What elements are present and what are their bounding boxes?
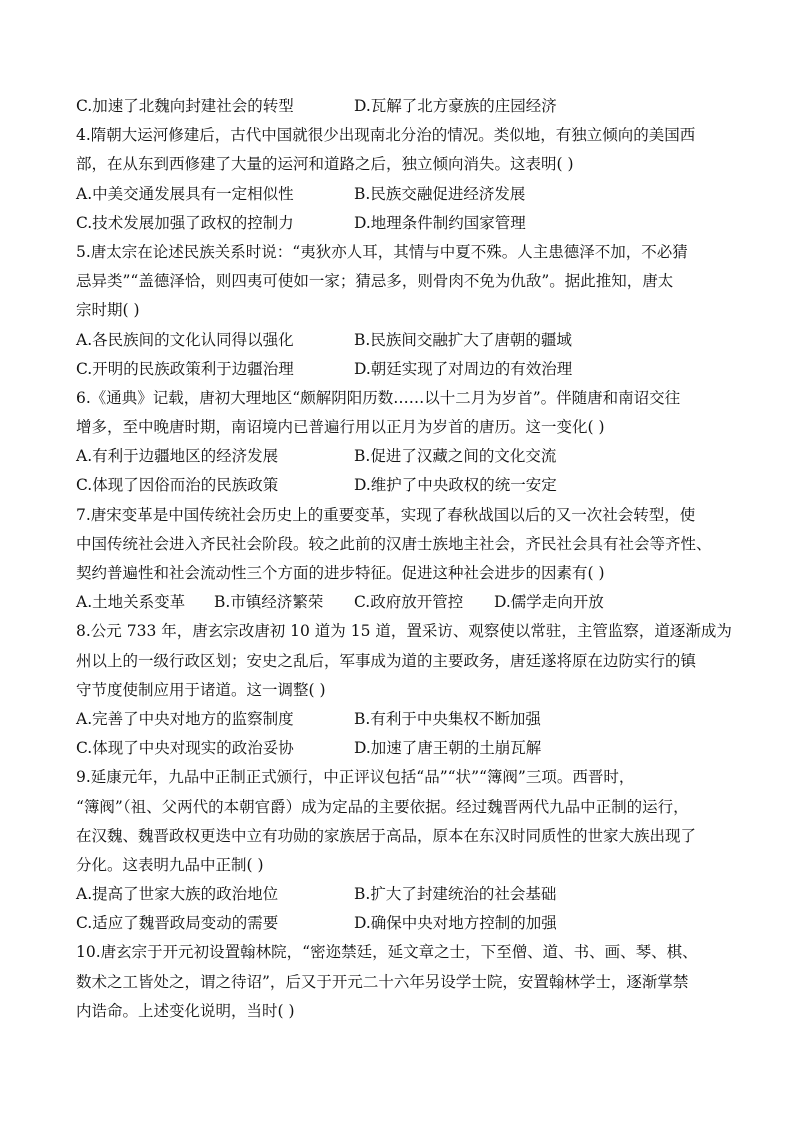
question-9-stem-line: “簿阀”（祖、父两代的本朝官爵）成为定品的主要依据。经过魏晋两代九品中正制的运行， xyxy=(76,797,689,816)
q8-option-a[interactable]: A.完善了中央对地方的监察制度 xyxy=(76,709,294,728)
q5-option-b[interactable]: B.民族间交融扩大了唐朝的疆域 xyxy=(354,330,572,349)
question-7-options-row xyxy=(76,588,736,617)
question-5-stem-line: 宗时期( ) xyxy=(76,301,140,320)
question-8-stem-line: 州以上的一级行政区划；安史之乱后，军事成为道的主要政务，唐廷遂将原在边防实行的镇 xyxy=(76,651,697,670)
question-8-stem-line: 8.公元 733 年，唐玄宗改唐初 10 道为 15 道，置采访、观察使以常驻，主管监察，道逐渐成为 xyxy=(76,622,732,641)
question-4-stem-line: 部，在从东到西修建了大量的运河和道路之后，独立倾向消失。这表明( ) xyxy=(76,155,574,174)
question-5-stem-line: 忌异类”“盖德泽恰，则四夷可使如一家；猜忌多，则骨肉不免为仇敌”。据此推知，唐太 xyxy=(76,272,674,291)
q6-option-b[interactable]: B.促进了汉藏之间的文化交流 xyxy=(354,447,557,466)
q3-option-d[interactable]: D.瓦解了北方豪族的庄园经济 xyxy=(354,97,557,115)
q3-option-c[interactable]: C.加速了北魏向封建社会的转型 xyxy=(76,97,294,115)
question-10-stem-line: 数术之工皆处之，谓之待诏”，后又于开元二十六年另设学士院，安置翰林学士，逐渐掌禁 xyxy=(76,972,689,991)
q5-option-c[interactable]: C.开明的民族政策利于边疆治理 xyxy=(76,359,294,378)
question-4-stem-line: 4.隋朝大运河修建后，古代中国就很少出现南北分治的情况。类似地，有独立倾向的美国西 xyxy=(76,126,696,145)
question-6-options-row-cd xyxy=(76,471,736,500)
q4-option-c[interactable]: C.技术发展加强了政权的控制力 xyxy=(76,213,294,232)
question-5-stem-line: 5.唐太宗在论述民族关系时说：“夷狄亦人耳，其情与中夏不殊。人主患德泽不加，不必猜 xyxy=(76,242,688,261)
question-5-options-row-ab xyxy=(76,326,736,355)
q5-option-a[interactable]: A.各民族间的文化认同得以强化 xyxy=(76,330,294,349)
question-7-stem-line: 中国传统社会进入齐民社会阶段。较之此前的汉唐士族地主社会，齐民社会具有社会等齐性、 xyxy=(76,534,712,553)
q7-option-a[interactable]: A.土地关系变革 xyxy=(76,593,186,612)
question-10-stem-line: 内诰命。上述变化说明，当时( ) xyxy=(76,1001,295,1020)
question-9-options-row-ab xyxy=(76,880,736,909)
q4-option-d[interactable]: D.地理条件制约国家管理 xyxy=(354,213,526,232)
q6-option-a[interactable]: A.有利于边疆地区的经济发展 xyxy=(76,447,279,466)
q8-option-c[interactable]: C.体现了中央对现实的政治妥协 xyxy=(76,739,294,758)
question-6-options-row-ab xyxy=(76,442,736,471)
q9-option-d[interactable]: D.确保中央对地方控制的加强 xyxy=(354,914,557,933)
question-10-stem-line: 10.唐玄宗于开元初设置翰林院，“密迩禁廷，延文章之士，下至僧、道、书、画、琴、棋、 xyxy=(76,943,698,962)
question-8-stem-line: 守节度使制应用于诸道。这一调整( ) xyxy=(76,680,326,699)
question-4-options-row-ab xyxy=(76,180,736,209)
question-8-options-row-ab xyxy=(76,705,736,734)
q5-option-d[interactable]: D.朝廷实现了对周边的有效治理 xyxy=(354,359,573,378)
question-7-stem-line: 7.唐宋变革是中国传统社会历史上的重要变革，实现了春秋战国以后的又一次社会转型，使 xyxy=(76,505,696,524)
q4-option-a[interactable]: A.中美交通发展具有一定相似性 xyxy=(76,184,294,203)
q8-option-b[interactable]: B.有利于中央集权不断加强 xyxy=(354,709,541,728)
question-8-options-row-cd xyxy=(76,734,736,763)
question-9-stem-line: 9.延康元年，九品中正制正式颁行，中正评议包括“品”“状”“簿阀”三项。西晋时， xyxy=(76,768,635,787)
q8-option-d[interactable]: D.加速了唐王朝的土崩瓦解 xyxy=(354,739,542,758)
q9-option-a[interactable]: A.提高了世家大族的政治地位 xyxy=(76,885,279,904)
q7-option-c[interactable]: C.政府放开管控 xyxy=(354,593,464,612)
exam-page xyxy=(76,92,736,1026)
question-9-stem-line: 分化。这表明九品中正制( ) xyxy=(76,855,264,874)
question-6-stem-line: 增多，至中晚唐时期，南诏境内已普遍行用以正月为岁首的唐历。这一变化( ) xyxy=(76,418,605,437)
q9-option-b[interactable]: B.扩大了封建统治的社会基础 xyxy=(354,885,557,904)
question-7-stem-line: 契约普遍性和社会流动性三个方面的进步特征。促进这种社会进步的因素有( ) xyxy=(76,564,605,582)
question-5-options-row-cd xyxy=(76,355,736,384)
q9-option-c[interactable]: C.适应了魏晋政局变动的需要 xyxy=(76,914,279,933)
question-3-options-row-cd xyxy=(76,92,736,121)
q7-option-b[interactable]: B.市镇经济繁荣 xyxy=(214,593,324,612)
question-9-options-row-cd xyxy=(76,909,736,938)
question-9-stem-line: 在汉魏、魏晋政权更迭中立有功勋的家族居于高品，原本在东汉时同质性的世家大族出现了 xyxy=(76,826,697,845)
question-4-options-row-cd xyxy=(76,209,736,238)
q6-option-d[interactable]: D.维护了中央政权的统一安定 xyxy=(354,476,557,495)
question-6-stem-line: 6.《通典》记载，唐初大理地区“颇解阴阳历数……以十二月为岁首”。伴随唐和南诏交往 xyxy=(76,388,681,407)
q7-option-d[interactable]: D.儒学走向开放 xyxy=(494,593,604,612)
q4-option-b[interactable]: B.民族交融促进经济发展 xyxy=(354,184,526,203)
q6-option-c[interactable]: C.体现了因俗而治的民族政策 xyxy=(76,476,279,495)
